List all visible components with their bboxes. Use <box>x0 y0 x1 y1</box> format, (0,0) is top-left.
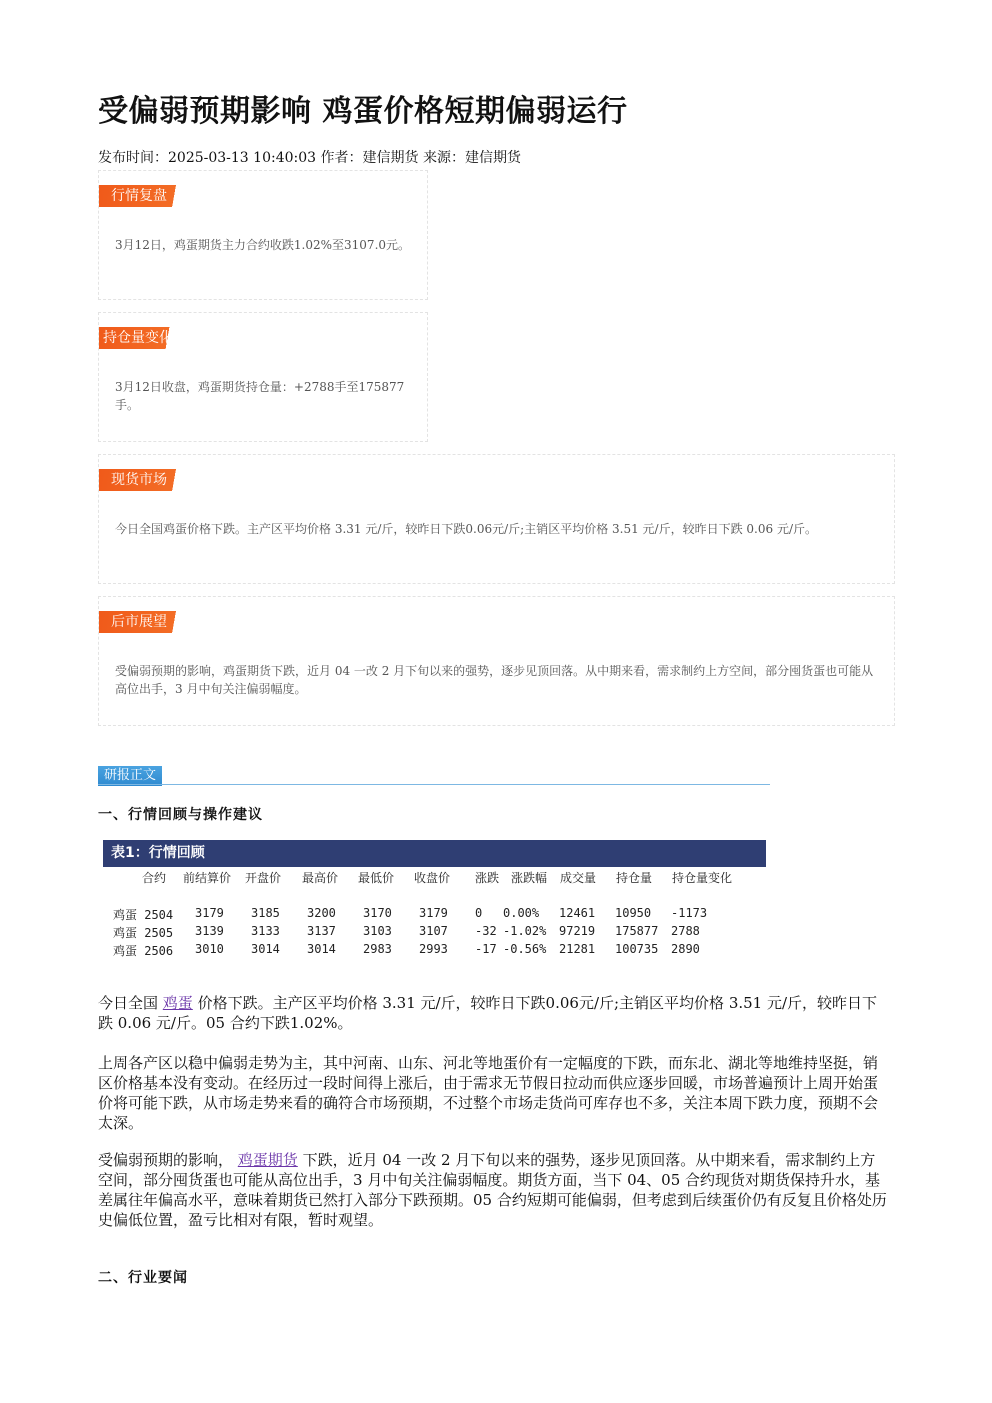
table-cell: 3185 <box>251 906 280 920</box>
section-tag-label: 后市展望 <box>111 614 167 630</box>
heading-industry-news: 二、行业要闻 <box>98 1270 188 1286</box>
section-tag-outlook <box>99 611 189 633</box>
section-tag-position-change <box>99 327 181 349</box>
section-box-outlook <box>98 596 895 726</box>
report-divider <box>98 784 770 785</box>
section-content-position-change: 3月12日收盘，鸡蛋期货持仓量：+2788手至175877手。 <box>115 380 405 412</box>
table-cell: 3014 <box>307 942 336 956</box>
report-body-tag: 研报正文 <box>98 766 162 786</box>
table-cell: 2890 <box>671 942 700 956</box>
paragraph-text: 下跌，近月 04 一改 2 月下旬以来的强势，逐步见顶回落。从中期来看，需求制约上方空间，部分囤货蛋也可能从高位出手，3 月中旬关注偏弱幅度。期货方面，当下 04、05 合约现货对期货保持升水，基差属往年偏高水平，意味着期货已然打入部分下跌预期。05 合约短期可能偏弱，但考虑到后续蛋价仍有反复且价格处历史偏低位置，盈亏比相对有限，暂时观望。 <box>98 1151 887 1229</box>
article-meta: 发布时间：2025-03-13 10:40:03 作者：建信期货 来源：建信期货 <box>98 150 521 166</box>
table-cell: 3179 <box>195 906 224 920</box>
table-header-cell: 涨跌幅 <box>511 871 548 885</box>
heading-market-review: 一、行情回顾与操作建议 <box>98 807 263 823</box>
section-tag-market-review <box>99 185 189 207</box>
table-cell: 3137 <box>307 924 336 938</box>
section-box-position-change <box>98 312 428 442</box>
table-cell: 3014 <box>251 942 280 956</box>
table-header-cell: 涨跌 <box>475 871 500 885</box>
table-cell: 3107 <box>419 924 448 938</box>
table-header-cell: 最低价 <box>358 871 395 885</box>
table-title: 表1：行情回顾 <box>103 840 766 867</box>
table-cell: 2993 <box>419 942 448 956</box>
table-cell: 2788 <box>671 924 700 938</box>
section-tag-label: 持仓量变化 <box>103 330 173 346</box>
table-cell: 鸡蛋 2504 <box>113 908 174 922</box>
paragraph-text: 受偏弱预期的影响， <box>98 1151 238 1169</box>
table-cell: 2983 <box>363 942 392 956</box>
table-cell: 3170 <box>363 906 392 920</box>
table-cell: 3133 <box>251 924 280 938</box>
table-cell: 3179 <box>419 906 448 920</box>
table-header-cell: 合约 <box>142 871 167 885</box>
paragraph-spot-summary <box>98 993 890 1033</box>
table-cell: -32 <box>475 924 497 938</box>
paragraph-text: 今日全国 <box>98 994 163 1012</box>
table-cell: 175877 <box>615 924 659 938</box>
page-title: 受偏弱预期影响 鸡蛋价格短期偏弱运行 <box>98 94 628 129</box>
section-tag-label: 现货市场 <box>111 472 167 488</box>
table-cell: 3139 <box>195 924 224 938</box>
table-cell: 97219 <box>559 924 596 938</box>
section-content-spot-market: 今日全国鸡蛋价格下跌。主产区平均价格 3.31 元/斤，较昨日下跌0.06元/斤;主销区平均价格 3.51 元/斤，较昨日下跌 0.06 元/斤。 <box>115 522 817 536</box>
paragraph-text: 价格下跌。主产区平均价格 3.31 元/斤，较昨日下跌0.06元/斤;主销区平均价格 3.51 元/斤，较昨日下跌 0.06 元/斤。05 合约下跌1.02%。 <box>98 994 878 1032</box>
table-header-cell: 持仓量变化 <box>672 871 733 885</box>
link-egg[interactable]: 鸡蛋 <box>162 994 193 1012</box>
table-cell: 3103 <box>363 924 392 938</box>
table-cell: -1.02% <box>503 924 547 938</box>
table-cell: 10950 <box>615 906 652 920</box>
table-header-cell: 前结算价 <box>183 871 232 885</box>
section-box-market-review <box>98 170 428 300</box>
table-header-cell: 最高价 <box>302 871 339 885</box>
table-cell: 100735 <box>615 942 659 956</box>
section-content-outlook: 受偏弱预期的影响，鸡蛋期货下跌，近月 04 一改 2 月下旬以来的强势，逐步见顶回落。从中期来看，需求制约上方空间，部分囤货蛋也可能从高位出手，3 月中旬关注偏弱幅度。 <box>115 664 874 696</box>
table-cell: -17 <box>475 942 497 956</box>
table-cell: 21281 <box>559 942 596 956</box>
table-header-cell: 持仓量 <box>616 871 653 885</box>
table-cell: 3010 <box>195 942 224 956</box>
section-content-market-review: 3月12日，鸡蛋期货主力合约收跌1.02%至3107.0元。 <box>115 238 411 252</box>
table-header-cell: 开盘价 <box>245 871 282 885</box>
table-cell: 鸡蛋 2505 <box>113 926 174 940</box>
table-cell: 12461 <box>559 906 596 920</box>
section-box-spot-market <box>98 454 895 584</box>
link-egg-futures[interactable]: 鸡蛋期货 <box>237 1151 298 1169</box>
table-cell: 鸡蛋 2506 <box>113 944 174 958</box>
table-cell: 3200 <box>307 906 336 920</box>
section-tag-spot-market <box>99 469 189 491</box>
paragraph-outlook <box>98 1150 890 1230</box>
table-cell: 0.00% <box>503 906 540 920</box>
section-tag-label: 行情复盘 <box>111 188 167 204</box>
table-header-cell: 成交量 <box>560 871 597 885</box>
table-cell: -1173 <box>671 906 708 920</box>
table-cell: 0 <box>475 906 483 920</box>
table-header-cell: 收盘价 <box>414 871 451 885</box>
paragraph-weekly-review: 上周各产区以稳中偏弱走势为主，其中河南、山东、河北等地蛋价有一定幅度的下跌，而东北、湖北等地维持坚挺，销区价格基本没有变动。在经历过一段时间得上涨后，由于需求无节假日拉动而供应逐步回暖，市场普遍预计上周开始蛋价将可能下跌，从市场走势来看的确符合市场预期，不过整个市场走货尚可库存也不多，关注本周下跌力度，预期不会太深。 <box>98 1054 879 1132</box>
table-cell: -0.56% <box>503 942 547 956</box>
